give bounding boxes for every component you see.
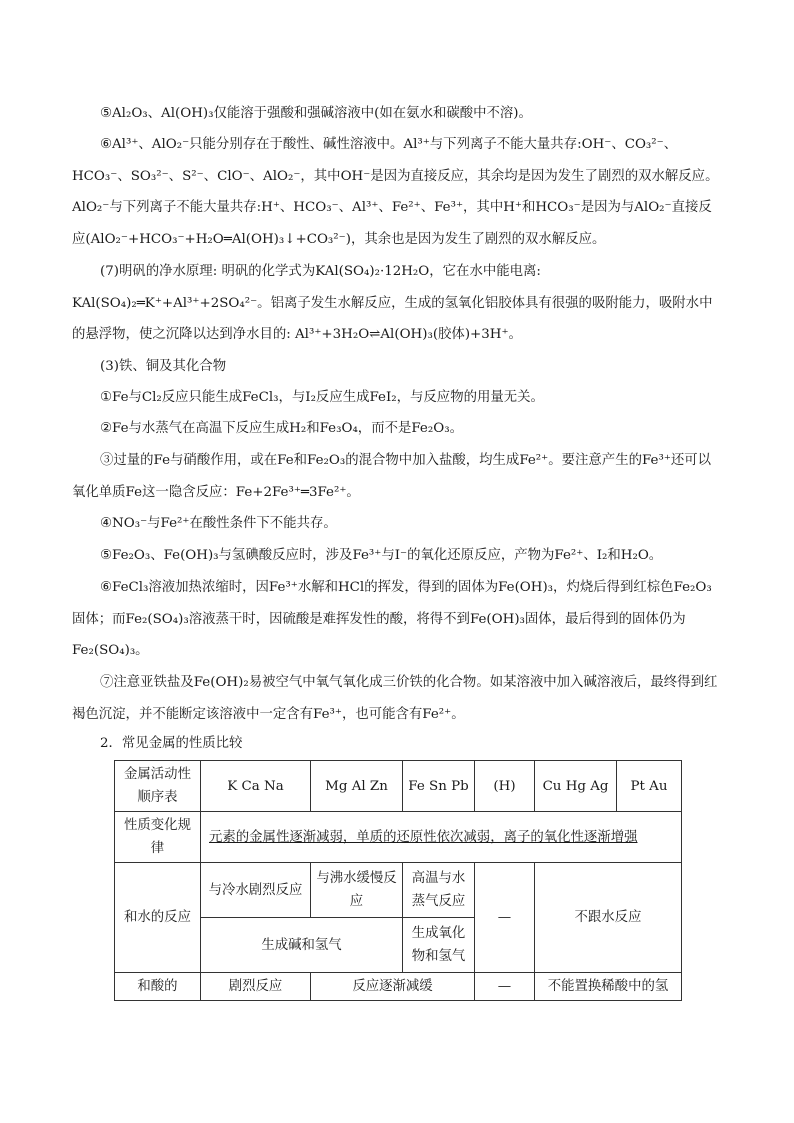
- paragraph-fe-nitric: ③过量的Fe与硝酸作用，或在Fe和Fe₂O₃的混合物中加入盐酸，均生成Fe²⁺。要注意产生的Fe³⁺还可以氧化单质Fe这一隐含反应：Fe+2Fe³⁺═3Fe²⁺。: [72, 453, 712, 500]
- table-cell: 不跟水反应: [535, 863, 682, 973]
- table-cell: (H): [475, 761, 535, 812]
- table-cell: Mg Al Zn: [311, 761, 403, 812]
- table-row: [115, 812, 682, 863]
- table-cell: 不能置换稀酸中的氢: [535, 973, 682, 1001]
- table-cell: Pt Au: [617, 761, 682, 812]
- paragraph-al-solubility: ⑤Al₂O₃、Al(OH)₃仅能溶于强酸和强碱溶液中(如在氨水和碳酸中不溶)。: [100, 106, 532, 121]
- table-header-cell: 和酸的: [115, 973, 201, 1001]
- table-row: [115, 761, 682, 812]
- paragraph-hi-reaction: ⑤Fe₂O₃、Fe(OH)₃与氢碘酸反应时，涉及Fe³⁺与I⁻的氧化还原反应，产物为Fe²⁺、I₂和H₂O。: [100, 548, 663, 563]
- table-header-cell: 和水的反应: [115, 863, 201, 973]
- table-cell: K Ca Na: [201, 761, 311, 812]
- table-cell: Cu Hg Ag: [535, 761, 617, 812]
- table-header-cell: 金属活动性顺序表: [115, 761, 201, 812]
- paragraph-alum: (7)明矾的净水原理: 明矾的化学式为KAl(SO₄)₂·12H₂O，它在水中能电离: KAl(SO₄)₂═K⁺+Al³⁺+2SO₄²⁻。铝离子发生水解反应，生成的氢氧化铝胶体具有很强的吸附能力，吸附水中的悬浮物，使之沉降以达到净水目的: Al³⁺+3H₂O⇌Al(OH)₃(胶体)+3H⁺。: [72, 264, 713, 343]
- metal-properties-table: [114, 760, 682, 1001]
- paragraph-fe-steam: ②Fe与水蒸气在高温下反应生成H₂和Fe₃O₄，而不是Fe₂O₃。: [100, 421, 463, 436]
- paragraph-fecl3-heating: ⑥FeCl₃溶液加热浓缩时，因Fe³⁺水解和HCl的挥发，得到的固体为Fe(OH)₃，灼烧后得到红棕色Fe₂O₃固体；而Fe₂(SO₄)₃溶液蒸干时，因硫酸是难挥发性的酸，将得不到Fe(OH)₃固体，最后得到的固体仍为Fe₂(SO₄)₃。: [72, 580, 712, 659]
- paragraph-nitrate-fe2: ④NO₃⁻与Fe²⁺在酸性条件下不能共存。: [100, 516, 337, 531]
- table-cell: 反应逐渐减缓: [311, 973, 475, 1001]
- table-cell: 剧烈反应: [201, 973, 311, 1001]
- table-cell: —: [475, 863, 535, 973]
- section-title: 2．常见金属的性质比较: [100, 736, 243, 751]
- table-row: [115, 973, 682, 1001]
- heading-iron-copper: (3)铁、铜及其化合物: [100, 359, 227, 374]
- table-cell: 与冷水剧烈反应: [201, 863, 311, 918]
- table-cell: 生成碱和氢气: [201, 918, 403, 973]
- table-header-cell: 性质变化规律: [115, 812, 201, 863]
- paragraph-al-ions: ⑥Al³⁺、AlO₂⁻只能分别存在于酸性、碱性溶液中。Al³⁺与下列离子不能大量共存:OH⁻、CO₃²⁻、HCO₃⁻、SO₃²⁻、S²⁻、ClO⁻、AlO₂⁻，其中OH⁻是因为直接反应，其余均是因为发生了剧烈的双水解反应。AlO₂⁻与下列离子不能大量共存:H⁺、HCO₃⁻、Al³⁺、Fe²⁺、Fe³⁺，其中H⁺和HCO₃⁻是因为与AlO₂⁻直接反应(AlO₂⁻+HCO₃⁻+H₂O═Al(OH)₃↓+CO₃²⁻)，其余也是因为发生了剧烈的双水解反应。: [72, 137, 719, 248]
- table-cell: 与沸水缓慢反应: [311, 863, 403, 918]
- table-cell: —: [475, 973, 535, 1001]
- paragraph-ferrous-oxidation: ⑦注意亚铁盐及Fe(OH)₂易被空气中氧气氧化成三价铁的化合物。如某溶液中加入碱溶液后，最终得到红褐色沉淀，并不能断定该溶液中一定含有Fe³⁺，也可能含有Fe²⁺。: [72, 675, 718, 722]
- table-row: [115, 863, 682, 918]
- table-cell: Fe Sn Pb: [403, 761, 475, 812]
- table-cell: 生成氧化物和氢气: [403, 918, 475, 973]
- table-cell: 元素的金属性逐渐减弱，单质的还原性依次减弱，离子的氧化性逐渐增强: [201, 812, 682, 863]
- table-cell: 高温与水蒸气反应: [403, 863, 475, 918]
- paragraph-fe-halogen: ①Fe与Cl₂反应只能生成FeCl₃，与I₂反应生成FeI₂，与反应物的用量无关。: [100, 390, 544, 405]
